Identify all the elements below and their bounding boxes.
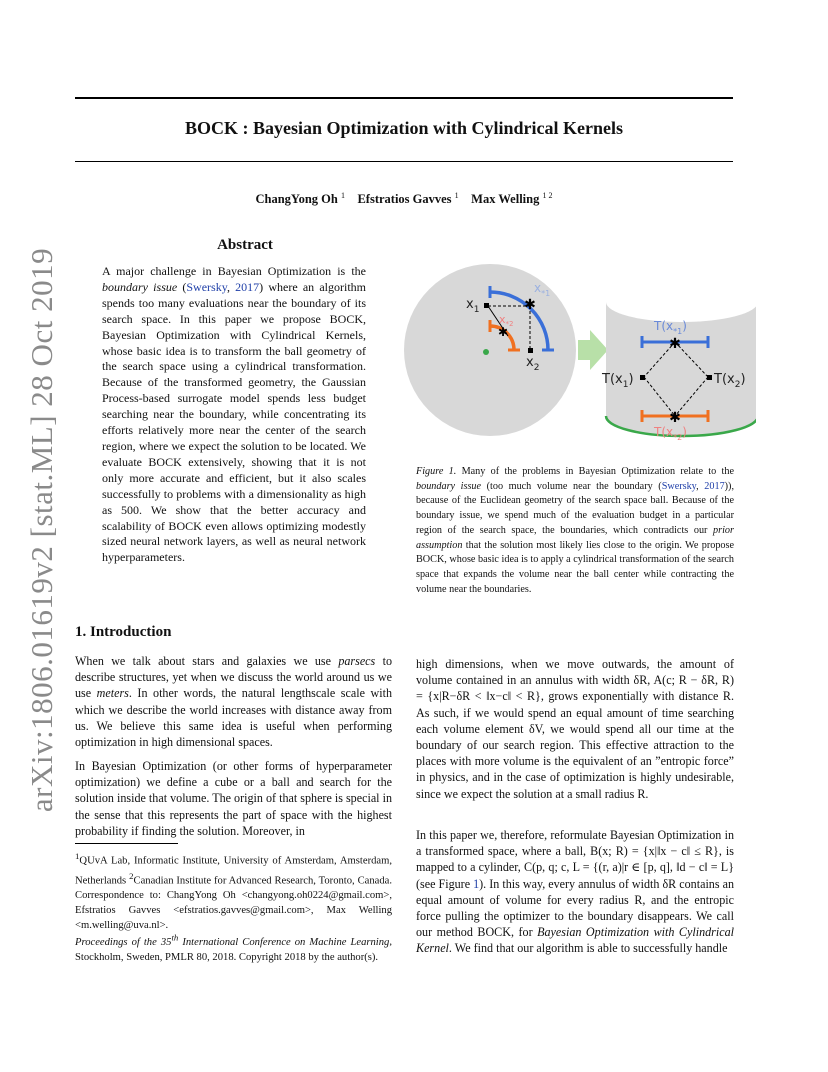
- caption-text: (too much volume near the boundary (: [481, 480, 662, 492]
- figure-ref-link[interactable]: 1: [473, 876, 480, 891]
- caption-text: ,: [696, 480, 705, 492]
- caption-emphasis: boundary issue: [416, 480, 482, 492]
- origin-point: [483, 349, 489, 355]
- citation-link[interactable]: Swersky: [661, 480, 697, 492]
- top-rule: [75, 97, 733, 99]
- proceedings-text: , Stockholm, Sweden, PMLR 80, 2018. Copyright 2018 by the author(s).: [75, 936, 392, 963]
- body-emphasis: Bayesian Optimization with Cylindrical Kernel: [416, 925, 735, 956]
- abstract-emphasis: boundary issue: [102, 279, 178, 294]
- caption-text: )), because of the Euclidean geometry of the search space ball. Because of the boundary issue, we spend much of the evaluation budget in a particular region of the search space, the boundaries, which contradicts our: [416, 480, 734, 536]
- cylinder-top: [606, 282, 756, 322]
- section-heading: 1. Introduction: [75, 624, 172, 640]
- star-marker: ✱: [524, 298, 536, 313]
- star-marker: ✱: [497, 325, 509, 339]
- proceedings-note: [75, 930, 392, 965]
- label-t-x-star-2: $T(x_{*2})$: [654, 425, 687, 442]
- intro-paragraph-2: In Bayesian Optimization (or other forms of hyperparameter optimization) we define a cube or a ball and search for the solution inside that volume. The origin of that sphere is special in the sense that this represents the part of space with the highest probability if finding the solution. Moreover, in: [75, 759, 392, 838]
- star-marker: ✱: [669, 337, 681, 352]
- point-x1: [484, 303, 489, 308]
- label-x1: $x_1$: [466, 297, 480, 315]
- abstract-text: ) where an algorithm spends too many evaluations near the boundary of its search space. In this paper we propose BOCK, Bayesian Optimization with Cylindrical Kernels, whose basic idea is to transform the ball geometry of the search space using a cylindrical transformation. Because of the transformed geometry, the Gaussian Process-based surrogate model spends less budget searching near the boundary, while concentrating its efforts relatively more near the center of the search region, where we expect the solution to be located. We evaluate BOCK extensively, showing that it is not only more accurate and efficient, but it also scales successfully to problems with a dimensionality as high as 500. We show that the better accuracy and scalability of BOCK even allows optimizing modestly sized neural network layers, as well as neural network hyperparameters.: [102, 279, 367, 565]
- proceedings-sup: th: [171, 932, 179, 942]
- body-text: When we talk about stars and galaxies we use: [75, 654, 339, 668]
- label-x-star-2: $x_{*2}$: [499, 313, 514, 328]
- point-t-x2: [707, 375, 712, 380]
- label-x2: $x_2$: [526, 355, 540, 373]
- abstract-heading: Abstract: [217, 237, 273, 253]
- intro-paragraph-1: [75, 653, 392, 750]
- body-emphasis: meters: [96, 686, 129, 701]
- author-name: Max Welling: [471, 192, 540, 207]
- paper-title: BOCK : Bayesian Optimization with Cylindrical Kernels: [184, 118, 623, 138]
- citation-link[interactable]: 2017: [704, 480, 725, 492]
- arxiv-stamp-text: arXiv:1806.01619v2 [stat.ML] 28 Oct 2019: [24, 247, 59, 813]
- author-affiliation: 1 2: [542, 191, 553, 200]
- body-text: In this paper we, therefore, reformulate Bayesian Optimization in a transformed space, where a ball, B(x; R) = {x|‖x − c‖ ≤ R}, is mapped to a cylinder, C(p, q; c, L = {(r, a)|r ∈ [p, q], ‖d − c‖ = L} (see Figure: [416, 828, 734, 891]
- intro-paragraph-4: [416, 827, 734, 957]
- point-x2: [528, 348, 533, 353]
- body-text: . We find that our algorithm is able to successfully handle: [448, 941, 728, 956]
- affiliation-footnote: [75, 849, 392, 933]
- abstract-body: [102, 264, 366, 566]
- proceedings-text: International Conference on Machine Learning: [178, 936, 390, 948]
- figure-caption: [416, 465, 734, 597]
- footnote-text: Canadian Institute for Advanced Research, Toronto, Canada. Correspondence to: ChangYong Oh <changyong.oh0224@gmail.com>, Efstratios Gavves <efstratios.gavves@gmail.com>, Max Welling <m.welling@uva.nl>.: [75, 875, 392, 932]
- title-rule: [75, 161, 733, 162]
- abstract-text: A major challenge in Bayesian Optimization is the: [102, 264, 366, 278]
- label-x-star-1: $x_{*1}$: [534, 281, 551, 298]
- caption-emphasis: prior assumption: [416, 524, 734, 551]
- star-marker: ✱: [669, 411, 681, 426]
- proceedings-text: Proceedings of the 35: [75, 936, 172, 948]
- intro-paragraph-3: high dimensions, when we move outwards, the amount of volume contained in an annulus with width δR, A(c; R − δR, R) = {x|R−δR < ‖x−c‖ < R}, grows exponentially with distance R. As such, if we would spend an equal amount of time searching each volume element δV, we would spend all our time at the boundary of our search region. This effective attraction to the places with more volume is the equivalent of an ”entropic force” in physics, and in the case of optimization is highly undesirable, since we expect the solution at a small radius R.: [416, 657, 734, 801]
- label-t-x-star-1: $T(x_{*1})$: [654, 319, 687, 336]
- caption-label: Figure 1.: [416, 466, 457, 477]
- figure-1: [404, 262, 756, 452]
- abstract-text: ,: [226, 279, 236, 294]
- label-t-x2: $T(x_2)$: [714, 372, 746, 390]
- footnote-rule: [75, 843, 178, 844]
- citation-link[interactable]: Swersky: [186, 279, 227, 294]
- abstract-text: (: [177, 279, 187, 294]
- body-text: ). In this way, every annulus of width δR contains an equal amount of volume for every radius R, and the entropic force pulling the optimizer to the boundary disappears. We call our method BOCK, for: [416, 876, 734, 940]
- caption-text: Many of the problems in Bayesian Optimization relate to the: [456, 466, 734, 477]
- author-name: ChangYong Oh: [255, 192, 338, 207]
- author-line: [75, 191, 733, 207]
- author-name: Efstratios Gavves: [357, 192, 452, 207]
- author-affiliation: 1: [340, 191, 345, 200]
- body-emphasis: parsecs: [338, 654, 376, 668]
- body-text: . In other words, the natural lengthscale scale with which we describe the world increases with distance away from us. We believe this same idea is useful when performing optimization in high dimensional spaces.: [75, 686, 392, 750]
- label-t-x1: $T(x_1)$: [602, 372, 634, 390]
- footnote-marker: 2: [129, 870, 134, 881]
- transform-arrow: [578, 330, 608, 370]
- point-t-x1: [640, 375, 645, 380]
- citation-link[interactable]: 2017: [235, 279, 260, 294]
- caption-text: that the solution most likely lies close to the origin. We propose BOCK, whose basic idea is to apply a cylindrical transformation of the search space that expands the volume near the ball center while contracting the volume near the boundaries.: [416, 539, 734, 595]
- footnote-text: QUvA Lab, Informatic Institute, University of Amsterdam, Amsterdam, Netherlands: [75, 855, 392, 887]
- body-text: to describe structures, yet when we discuss the world around us we use: [75, 654, 392, 701]
- footnote-marker: 1: [75, 851, 80, 861]
- author-affiliation: 1: [454, 191, 459, 200]
